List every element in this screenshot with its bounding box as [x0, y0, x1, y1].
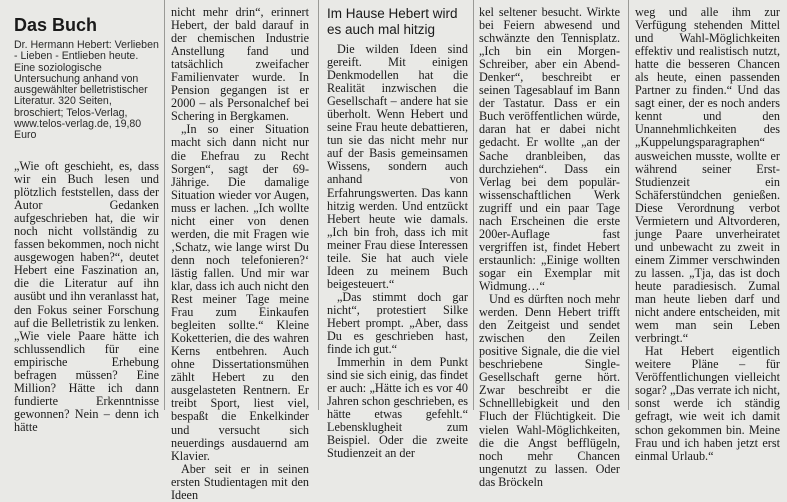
column2-paragraph: Aber seit er in seinen ersten Studientagen mit den Ideen — [171, 461, 309, 502]
column5-paragraph: weg und alle ihm zur Verfügung stehenden Mittel und Wahl-Möglichkeiten effektiv und realistisch nutzt, hatte die besseren Chancen als heute, einen passenden Partner zu finden.“ Und das sagt einer, der es noch anders kennt und den Unannehmlichkeiten des „Kuppelungsparagraphen“ ausweichen musste, wollte er während seiner Erst-Studienzeit ein Schäferstündchen genießen. Diese Verordnung verbot Vermietern und Altvorderen, junge Paare unverheiratet und unbewacht zu zweit in einem Zimmer verschwinden zu lassen. „Tja, das ist doch heute paradiesisch. Zumal man heute lieben darf und nicht andere entscheiden, mit wem man sein Leben verbringt.“ — [635, 5, 780, 346]
article-column-4 — [479, 0, 620, 489]
article-column-3 — [327, 0, 468, 461]
book-box-details: Dr. Hermann Hebert: Verlieben - Lieben - Entlieben heute. Eine soziologische Untersuchung anhand von ausgewählter belletristischer Literatur. 320 Seiten, broschiert; Telos-Verlag, www.telos-verlag.de, 19,80 Euro — [14, 39, 159, 142]
column3-paragraph: Die wilden Ideen sind gereift. Mit einigen Denkmodellen hat die Realität inzwischen die Gesellschaft – andere hat sie überholt. Wenn Hebert und seine Frau heute debattieren, tun sie das nicht mehr nur auf der Basis gemeinsamen Wissens, sondern auch anhand von Erfahrungswerten. Das kann hitzig werden. Und entzückt Hebert heute wie damals. „Ich bin froh, dass ich mit meiner Frau diese Interessen teile. Sie hat auch viele Ideen zu meinem Buch beigesteuert.“ — [327, 42, 468, 291]
article-column-5 — [635, 0, 780, 463]
column-divider — [473, 0, 474, 410]
column-divider — [628, 0, 629, 410]
column-divider — [164, 0, 165, 410]
column5-paragraph: Hat Hebert eigentlich weitere Pläne – für Veröffentlichungen vielleicht sogar? „Das verrate ich nicht, sonst werde ich ständig gefragt, wie weit ich damit schon gekommen bin. Meine Frau und ich haben jetzt erst einmal Urlaub.“ — [635, 344, 780, 463]
article-column-2 — [171, 0, 309, 502]
column3-paragraph: Immerhin in dem Punkt sind sie sich einig, das findet er auch: „Hätte ich es vor 40 Jahren schon geschrieben, es hätte etwas gefehlt.“ Lebensklugheit zum Beispiel. Oder die zweite Studienzeit an der — [327, 355, 468, 461]
column2-paragraph: nicht mehr drin“, erinnert Hebert, der bald darauf in der chemischen Industrie Anstellung fand und tatsächlich zweifacher Familienvater wurde. In Pension gegangen ist er 2000 – als Personalchef bei Schering in Bergkamen. — [171, 5, 309, 124]
column-divider — [318, 0, 319, 410]
column4-paragraph: Und es dürften noch mehr werden. Denn Hebert trifft den Zeitgeist und sendet zwischen den Zeilen positive Signale, die die viel beschriebene Single-Gesellschaft gerne hört. Zwar beschreibt er die Schnelllebigkeit und den Fluch der Flüchtigkeit. Die vielen Wahl-Möglichkeiten, die die Angst befflügeln, noch mehr Chancen ungenutzt zu lassen. Oder das Bröckeln — [479, 292, 620, 489]
article-subheadline: Im Hause Hebert wird es auch mal hitzig — [327, 6, 458, 37]
column2-paragraph: „In so einer Situation macht sich dann nicht nur die Ehefrau zu Recht Sorgen“, sagt der 69-Jährige. Die damalige Situation wieder vor Augen, muss er lachen. „Ich wollte nicht einer von denen werden, die mit Fragen wie ‚Schatz, wie lange wirst Du denn noch telefonieren?‘ lästig fallen. Und mir war klar, dass ich auch nicht den Rest meiner Tage meine Frau zum Einkaufen begleiten sollte.“ Kleine Koketterien, die des wahren Kerns entbehren. Auch ohne Dissertationsmühen zählt Hebert zu den ausgelasteten Rentnern. Er treibt Sport, liest viel, bespaßt die Enkelkinder und versucht sich neuerdings ausdauernd am Klavier. — [171, 122, 309, 463]
article-column-1 — [14, 0, 159, 434]
book-box-title: Das Buch — [14, 15, 98, 35]
column1-paragraph: „Wie oft geschieht, es, dass wir ein Buch lesen und plötzlich feststellen, dass der Autor Gedanken aufgeschrieben hat, die wir noch nicht vollständig zu fassen bekommen, noch nicht ausgewogen haben?“, deutet Hebert eine Faszination an, die die Literatur auf ihn ausübt und ihn veranlasst hat, den Fokus seiner Forschung auf die Belletristik zu lenken. „Wie viele Paare hätte ich schlussendlich für eine empirische Erhebung befragen müssen? Eine Million? Hätte ich dann fundierte Erkenntnisse gewonnen? Nein – denn ich hätte — [14, 159, 159, 434]
column3-paragraph: „Das stimmt doch gar nicht“, protestiert Silke Hebert prompt. „Aber, dass Du es geschrieben hast, finde ich gut.“ — [327, 289, 468, 357]
column4-paragraph: kel seltener besucht. Wirkte bei Feiern abwesend und schwänzte den Tennisplatz. „Ich bin ein Morgen-Schreiber, aber ein Abend-Denker“, beschreibt er seinen Tagesablauf im Bann der Tastatur. Dass er ein Buch veröffentlichen würde, daran hat er dabei nicht gedacht. Er wollte „an der Sache dranbleiben, das durchziehen“. Dass ein Verlag bei dem populär-wissenschaftlichen Werk zugriff und ein paar Tage nach Erscheinen die erste 200er-Auflage fast vergriffen ist, findet Hebert erstaunlich: „Einige wollten sogar ein Exemplar mit Widmung…“ — [479, 5, 620, 293]
